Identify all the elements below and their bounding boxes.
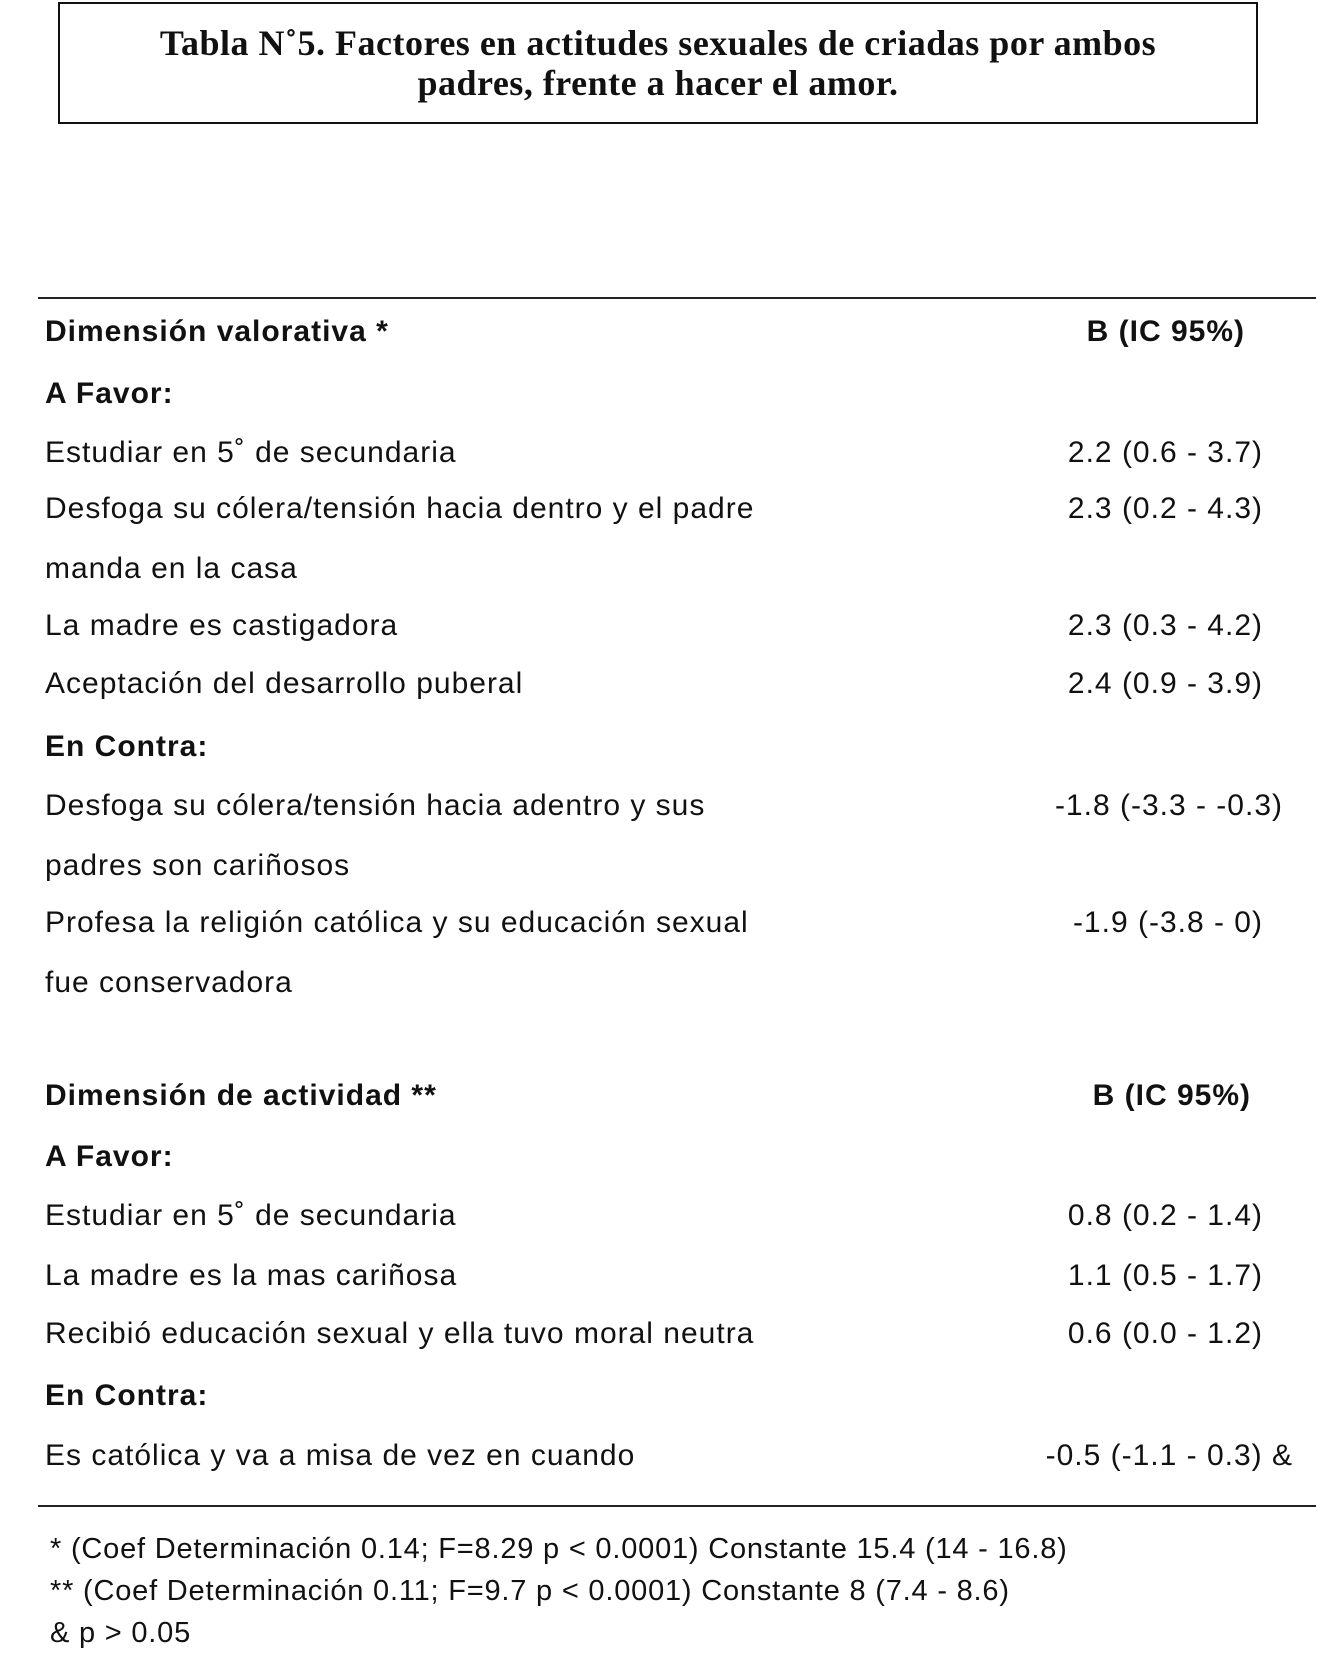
factor-label-cont: manda en la casa [45,552,298,585]
section1-col-header: B (IC 95%) [1086,315,1245,348]
section1-favor-label: A Favor: [45,377,174,410]
factor-value: 2.2 (0.6 - 3.7) [1067,436,1263,469]
factor-label-cont: padres son cariñosos [45,849,351,882]
factor-label: La madre es castigadora [45,609,399,642]
factor-label: La madre es la mas cariñosa [45,1259,458,1292]
table-row-continuation [45,549,1315,589]
section1-header-row [45,312,1315,352]
table-row [45,786,1315,826]
table-row [45,1196,1315,1236]
section1-header: Dimensión valorativa * [45,315,389,348]
footnote: & p > 0.05 [50,1617,192,1649]
factor-value: 2.3 (0.3 - 4.2) [1067,609,1263,642]
factor-value: 2.4 (0.9 - 3.9) [1067,667,1263,700]
section1-contra-label-row [45,727,1315,767]
factor-value: 0.8 (0.2 - 1.4) [1067,1199,1263,1232]
footnote: ** (Coef Determinación 0.11; F=9.7 p < 0.0001) Constante 8 (7.4 - 8.6) [50,1575,1010,1607]
factor-value: 0.6 (0.0 - 1.2) [1067,1317,1263,1350]
table-row [45,1256,1315,1296]
section2-contra-label: En Contra: [45,1379,209,1412]
factor-label: Es católica y va a misa de vez en cuando [45,1439,636,1472]
section2-favor-label-row [45,1137,1315,1177]
factor-value: -0.5 (-1.1 - 0.3) & [1045,1439,1293,1472]
table-title-box [58,2,1258,124]
table-row-continuation [45,846,1315,886]
table-row [45,1436,1315,1476]
section2-contra-label-row [45,1376,1315,1416]
factor-value: -1.8 (-3.3 - -0.3) [1054,789,1283,822]
factor-label: Estudiar en 5˚ de secundaria [45,1199,457,1232]
table-row [45,903,1315,943]
top-rule [38,297,1316,299]
factor-label-cont: fue conservadora [45,966,293,999]
footnotes [50,1528,1068,1654]
factor-value: 1.1 (0.5 - 1.7) [1067,1259,1263,1292]
table-row [45,433,1315,473]
factor-label: Profesa la religión católica y su educación sexual [45,906,749,939]
bottom-rule [38,1505,1316,1507]
table-row [45,489,1315,529]
factor-value: -1.9 (-3.8 - 0) [1072,906,1263,939]
table-title: Tabla N˚5. Factores en actitudes sexuales de criadas por ambos padres, frente a hacer el amor. [159,23,1157,103]
table-row [45,606,1315,646]
factor-label: Estudiar en 5˚ de secundaria [45,436,457,469]
footnote: * (Coef Determinación 0.14; F=8.29 p < 0.0001) Constante 15.4 (14 - 16.8) [50,1533,1068,1565]
section2-header-row [45,1076,1315,1116]
section2-header: Dimensión de actividad ** [45,1079,437,1112]
factor-label: Desfoga su cólera/tensión hacia adentro y sus [45,789,706,822]
section1-contra-label: En Contra: [45,730,209,763]
table-row [45,664,1315,704]
table-row-continuation [45,963,1315,1003]
section2-favor-label: A Favor: [45,1140,174,1173]
factor-value: 2.3 (0.2 - 4.3) [1067,492,1263,525]
table-row [45,1314,1315,1354]
section1-favor-label-row [45,374,1315,414]
factor-label: Recibió educación sexual y ella tuvo moral neutra [45,1317,755,1350]
factor-label: Aceptación del desarrollo puberal [45,667,524,700]
factor-label: Desfoga su cólera/tensión hacia dentro y el padre [45,492,755,525]
section2-col-header: B (IC 95%) [1092,1079,1251,1112]
